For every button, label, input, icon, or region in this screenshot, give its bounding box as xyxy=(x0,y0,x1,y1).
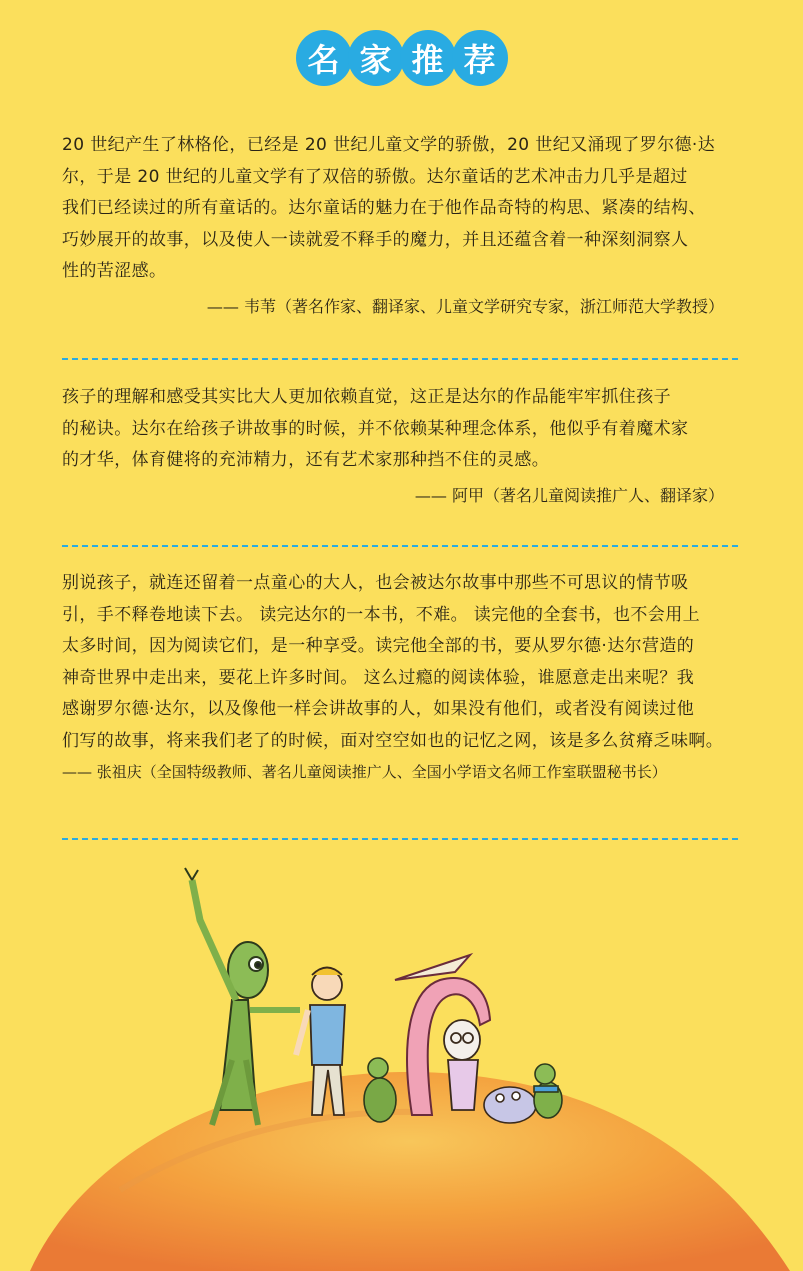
dashed-divider xyxy=(62,545,738,547)
title-char-4: 荐 xyxy=(452,30,508,86)
silkworm-character xyxy=(484,1087,536,1123)
recommendation-attribution: —— 韦苇（著名作家、翻译家、儿童文学研究专家，浙江师范大学教授） xyxy=(206,296,724,316)
dashed-divider xyxy=(62,838,738,840)
title-char-3: 推 xyxy=(400,30,456,86)
recommendation-text: 别说孩子，就连还留着一点童心的大人，也会被达尔故事中那些不可思议的情节吸 引，手不释卷地读下去。 读完达尔的一本书，不难。 读完他的全套书，也不会用上 太多时间，因为阅读它们，是一种享受。读完他全部的书，要从罗尔德·达尔营造的 神奇世界中走出来，要花上许多时间。 这么过瘾的阅读体验，谁愿意走出来呢？我 感谢罗尔德·达尔，以及像他一样会讲故事的人，如果没有他们，或者没有阅读过他 们写的故事，将来我们老了的时候，面对空空如也的记忆之网，该是多么贫瘠乏味啊。 xyxy=(62,573,724,751)
title-char-2: 家 xyxy=(348,30,404,86)
dashed-divider xyxy=(62,358,738,360)
recommendation-text: 20 世纪产生了林格伦，已经是 20 世纪儿童文学的骄傲，20 世纪又涌现了罗尔德·达 尔，于是 20 世纪的儿童文学有了双倍的骄傲。达尔童话的艺术冲击力几乎是超过 我们已经读过的所有童话的。达尔童话的魅力在于他作品奇特的构思、紧凑的结构、 巧妙展开的故事，以及使人一读就爱不释手的魔力，并且还蕴含着一种深刻洞察人 性的苦涩感。 xyxy=(62,135,716,281)
giant-peach-illustration xyxy=(0,860,803,1271)
ladybird-character xyxy=(534,1064,562,1118)
recommendation-attribution: —— 张祖庆（全国特级教师、著名儿童阅读推广人、全国小学语文名师工作室联盟秘书长） xyxy=(62,763,667,781)
recommendation-1 xyxy=(62,130,742,322)
recommendation-text: 孩子的理解和感受其实比大人更加依赖直觉，这正是达尔的作品能牢牢抓住孩子 的秘诀。达尔在给孩子讲故事的时候，并不依赖某种理念体系，他似乎有着魔术家 的才华，体育健将的充沛精力，还有艺术家那种挡不住的灵感。 xyxy=(62,387,689,470)
recommendation-2 xyxy=(62,382,742,511)
centipede-small-character xyxy=(364,1058,396,1122)
title-char-1: 名 xyxy=(296,30,352,86)
recommendation-attribution: —— 阿甲（著名儿童阅读推广人、翻译家） xyxy=(414,485,724,505)
page-title xyxy=(0,30,803,86)
recommendation-3 xyxy=(62,568,742,787)
grasshopper-character xyxy=(185,868,300,1125)
